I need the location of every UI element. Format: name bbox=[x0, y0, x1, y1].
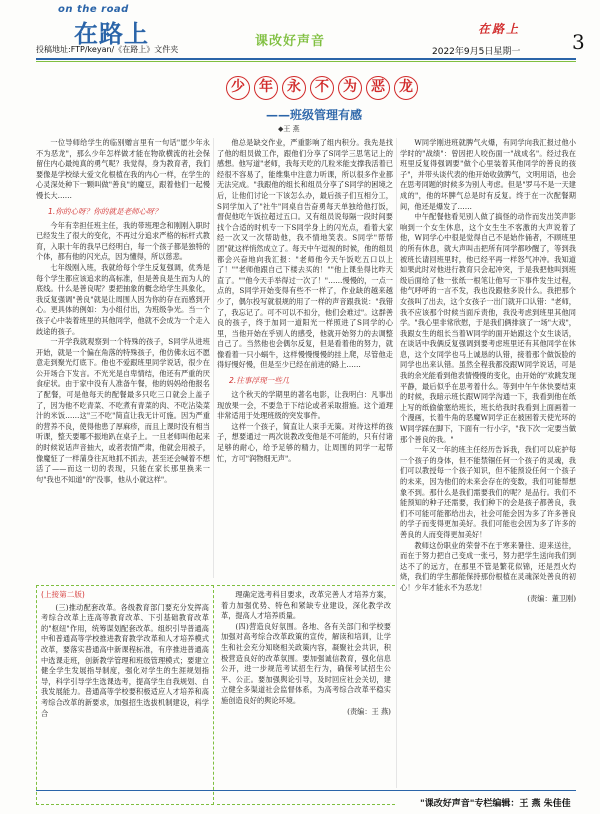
paragraph: (三)推动配套改革。各级教育部门要充分发挥高考综合改革上连高等教育改革、下引基础教育改革的"枢纽"作用，统筹谋划配套改革。组织引导普通高中和普通高等学校推进教育教学改革和人才培养模式改革，要落实普通高中新课程标准，有序推进普通高中选课走班，创新教学管理和班级管理模式；要建立健全学生发展指导制度，强化对学生的生涯规划指导，科学引导学生选课选考，提高学生自我规划、自我发展能力。普通高等学校要积极适应人才培养和高考综合改革的新要求，加强招生选拔机制建设，科学合 bbox=[41, 602, 209, 718]
title-char: 年 bbox=[254, 76, 278, 100]
footer-editors: "课改好声音"专栏编辑：王 燕 朱佳佳 bbox=[420, 799, 571, 809]
paragraph: W同学刚进班就脾气火爆，有同学向我汇报过他小学时的"战绩"：曾因把人咬伤面一"战成名"。经过我在班里反复得强调要"做个心里装着其他同学的善良的孩子"，并带头谈代表的他开始收敛脾气，文明用语，也会在思考同题的时候多为别人考虑。但是"罗马不是一天建成的"，他的坏脾气总是时有反复。终于在一次配餐期间，他还是爆发了…… bbox=[400, 138, 576, 211]
column-divider bbox=[213, 138, 214, 578]
paragraph: 他总是缺交作业，严重影响了组内积分。我先是找了他的组员做工作，跟他们分享了S同学三思笔记上的感想。他写道"老师，我每天吃的几粒米能支撑我活着已经很不容易了，能维集中注意力听课，所以很多作业都无法完成。"我跟他的组长和组员分享了S同学的困境之后，让他们讨论一下该怎么办，最后孩子们互相分工，S同学加入了"社牛"同桌自告奋勇每天单独给他打饭，督促他吃午饭拉超过五口。又有组员说每隔一段时间要找个合适的时机专一下S同学身上的闪光点，看着大家经一次又一次帮助他，我不情地笑表。S同学"帮帮团"就这样悄然成立了。每天中午逗视的时候，他的组员都会兴奋地向我汇报："老师他今天午饭吃五口以上了！""老师他跟自己下楼去买的！""他上课坐得比昨天直了。""他今天手举得过一次了！"……慢慢的，一点一点的，S同学开始变得有些不一样了，作业缺的越来越少了，偶尔投写就很规的用了一样的声音跟我说："我错了，我忘记了。可不可以不扣分，他们会难过"。这群善良的孩子，终于加同一道阳光一样照进了S同学的心里，当他开始在乎别人的感受，他就开始努力的去调整自己了。当然他也会偶尔反复，但是看着他的努力，就像看着一只小蜗牛，这样慢慢慢慢的挂上爬，尽管他走得好慢好慢，但是至少已经在前进的路上…… bbox=[217, 138, 393, 370]
column-divider bbox=[396, 138, 397, 788]
editor-signature: (责编：王 燕) bbox=[347, 706, 391, 716]
page-number: 3 bbox=[572, 30, 585, 54]
title-char: 恶 bbox=[366, 76, 390, 100]
header-rule-secondary bbox=[36, 61, 576, 62]
paragraph: 一年又一年的班主任经历告诉我，我们可以庇护每一个孩子的身体，但不能禁锢任何一个孩子的灵魂，我们可以教授每一个孩子知识，但不能预设任何一个孩子的未来，因为他们的未来会存在的变数，我们可能帮想象不到。那什么是我们需要我们的呢？是品行。我们不能预知的种子还需要，我们种下的会是孩子都善良，我们不可能可能都给出去，社会可能会因为多了许多善良的学子而变得更加美好。我们可能也会因为多了许多的善良的人而变得更加美好！ bbox=[400, 445, 576, 539]
article-author: ◆王 燕 bbox=[278, 125, 300, 133]
paragraph: 理确定选考科目要求，改革完善人才培养方案，着力加强优势、特色和紧缺专业建设，深化教学改革，提高人才培养质量。 bbox=[221, 590, 391, 621]
article-column-left bbox=[36, 138, 210, 485]
section-heading: 1.你的心呀？你的就是老师心呀？ bbox=[48, 206, 162, 216]
continued-label: (上接第二版) bbox=[41, 590, 85, 599]
title-char: 少 bbox=[226, 76, 250, 100]
paragraph: 这个秋天的学期里的著名电影，让我明白：凡事出现放果一会，不要急于下结论或者采取措施。这个道理非常适用于处理班级的突发事件。 bbox=[217, 390, 393, 421]
logo-chinese: 在路上 bbox=[74, 20, 149, 48]
paragraph: 七年级刚入班，我就给每个学生反复强调，优秀是每个学生都应该追求的高标准，但是善良是生而为人的底线。什么是善良呢？要把抽象的概念给学生具象化，我反复强调"善良"就是让周围人因为你的存在而感到开心。更具体的例如：为小组付出，为班级争光。当一个孩子心中装着班里的其他同学，他就不会成为一个走入歧途的孩子。 bbox=[36, 262, 210, 336]
article-title bbox=[226, 76, 418, 100]
issue-date: 2022年9月5日星期一 bbox=[432, 47, 521, 57]
paragraph: 一开学我就观察到一个特殊的孩子，S同学从进班开始，就是一个偏在角落的特殊孩子，他仿佛永远不愿意走到聚光灯底下。他也不爱跟班里同学说话，很少在公开场合下发言。不光光是自卑情结，他还有严重的厌食症状。由于家中没有人准备午餐，他的妈妈给他报名了配餐，可是他每天的配餐最多只吃三口就会上盖子了，因为他不吃青菜、不吃煮有青菜的肉、不吃沾染菜汁的米饭……这"三不吃"简直让我无计可施。因为严重的营养不良，使得他患了厚麻疹，而且上课时没有相当听课，整天要哪不振地趴在桌子上。一旦老师叫他起来的时候说话声音抽大，或者表情严肃，他就会用被子，像魔怔了一样蒲身往瓦地抓不抓去，甚至还会喊着不想活了——而这一切的表现，只能在家长那里换来一句"我也不知道"的"没事，他从小就这样"。 bbox=[36, 337, 210, 484]
paragraph: 一位导师给学生的临别赠言里有一句话"愿少年永不为恶龙"，那么少年怎样做才能在物欲横流的社会保留住内心最纯真的勇气呢？我觉得，身为教育者，我们要像是学校绿大爱文化根植在我的内心一样，在学生的心灵深处种下一颗叫做"善良"的魔豆，跟着他们一起慢慢长大…… bbox=[36, 138, 210, 200]
title-char: 永 bbox=[282, 76, 306, 100]
editor-signature: (责编：董卫刚) bbox=[527, 593, 576, 603]
paragraph: 教师这份职业的荣誉不在于寒来暑往、迎来送往，而在于努力把自己变成一张弓，努力把学生送向我们到达不了的远方，在那里不管是繁花似锦，还是烈火灼烧，我们的学生都能保持那份根植在灵魂深处善良的初心！少年才能永不为恶龙！ bbox=[400, 540, 576, 592]
paragraph: 中午配餐他看见别人做了搞怪的动作而发出笑声影响到一个女生休息，这个女生生不客激的大声说着了他，W同学心中很是觉得自己不是始作俑者，不顾班里的所有休息，就大声叫击把所有同学都吵醒了，等到我被班长请回班里时，他已经平再一样怒气冲冲。我知道如果此时对他进行教育只会起冲突，于是我把他叫到班级后面给了他一张纸一根笔让他写一下事件发生过程，他气呼呼的一言不发，我也没跟他多说什么。我把那个女孩叫了出去，这个女孩子一出门就开口认错："老师，我不应该那个时候当面斥责他，我没考虑到班里其他同学。"我心里非常欣慰，于是我们俩排演了一场"大戏"，我跟女生的组长当着W同学的面开始跟这个女生谈话，在谈话中我俩反复强调到要考虑班里还有其他同学在休息，这个女同学也马上诚恳的认错，接着那个做饭脸的同学也出来认错。虽然全程我都没跟W同学说话，可是我的余光能看到他表情慢慢的变化，由开始的"欢跳发现平静，最后似乎在思考着什么。等到中午午休快要结束的时候，我暗示班长跟W同学沟通一下，我看到他在纸上写的纸偷偷塞给班长，班长给我时我看到上面画着一个漫画，长着牛角的恶魔W同学正在被困着天使光环的W同学踩在脚下，下面有一行小字，"我下次一定要当做那个善良的我。" bbox=[400, 212, 577, 444]
page-header bbox=[0, 0, 600, 62]
logo-english: on the road bbox=[58, 4, 129, 15]
header-rule bbox=[36, 58, 576, 60]
section-heading: 2.往事浮现一些几 bbox=[229, 376, 290, 386]
title-char: 龙 bbox=[394, 76, 418, 100]
title-char: 为 bbox=[338, 76, 362, 100]
continued-article-column bbox=[217, 585, 395, 805]
paragraph: 今年有幸担任班主任，我的带班理念和刚刚入职时已经发生了很大的变化，不再过分追求严格的标杆式教育，入职十年的我早已经明白，每一个孩子都是独特的个体，都有他的闪光点，因为懂得，所以慈悲。 bbox=[36, 220, 210, 262]
footer-rule bbox=[36, 790, 576, 791]
paragraph: 这样一个孩子，简直让人束手无策。对待这样的孩子，想要通过一两次说教改变他是不可能的，只有付诸足够的耐心，给予足够的精力，让周围的同学一起帮忙，方可"润物细无声"。 bbox=[217, 421, 393, 463]
article-subtitle: ——班级管理有感 bbox=[266, 108, 363, 122]
title-char: 不 bbox=[310, 76, 334, 100]
masthead: 在路上 bbox=[478, 22, 521, 36]
paragraph: (四)营造良好氛围。各地、各有关部门和学校要加强对高考综合改革政策的宣传，解读和培训，让学生和社会充分知晓相关政策内容，凝聚社会共识，积极营造良好的改革氛围。要加强诚信教育，强化信息公开，进一步规范考试招生行为，确保考试招生公平、公正。要加强舆论引导，及时回应社会关切，建立健全多渠道社会监督体系，为高考综合改革平稳实施创造良好的舆论环境。 bbox=[221, 621, 391, 705]
submission-address: 投稿地址:FTP/keyan/《在路上》文件夹 bbox=[36, 45, 179, 54]
article-column-right bbox=[400, 138, 576, 604]
article-column-middle bbox=[217, 138, 393, 464]
column-title: 课改好声音 bbox=[255, 34, 326, 49]
continued-article-box bbox=[36, 585, 214, 805]
